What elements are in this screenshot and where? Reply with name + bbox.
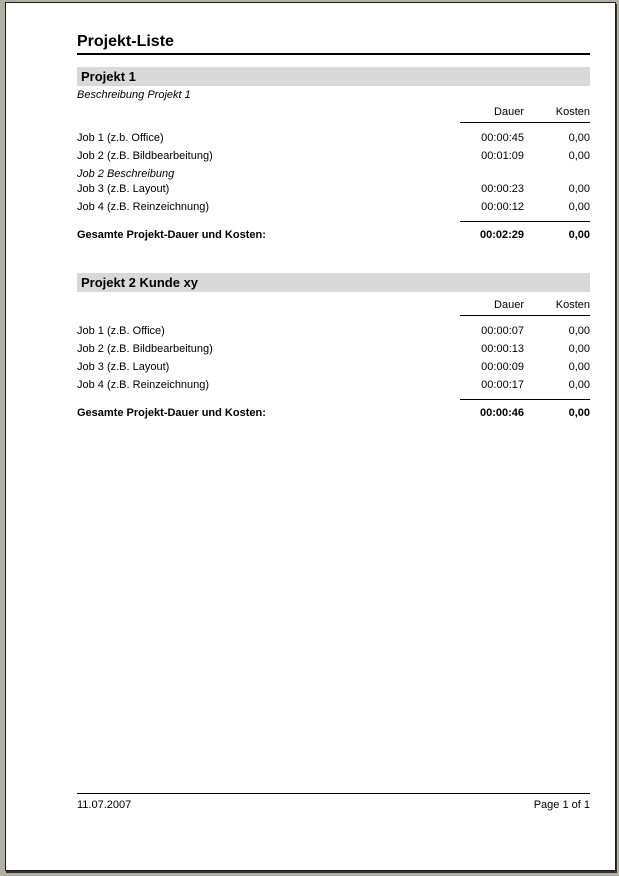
footer-date: 11.07.2007 bbox=[77, 799, 132, 811]
columns-header bbox=[77, 300, 590, 311]
job-kosten: 0,00 bbox=[568, 361, 590, 373]
report-page bbox=[5, 2, 616, 871]
job-dauer: 00:00:09 bbox=[481, 361, 524, 373]
total-rule bbox=[460, 221, 590, 222]
job-kosten: 0,00 bbox=[568, 379, 590, 391]
page-footer bbox=[77, 793, 590, 811]
project-1-header: Projekt 1 bbox=[77, 67, 590, 86]
column-dauer-label: Dauer bbox=[494, 299, 524, 311]
project-2-jobs bbox=[77, 325, 590, 397]
job-kosten: 0,00 bbox=[568, 325, 590, 337]
job-kosten: 0,00 bbox=[568, 150, 590, 162]
job-label: Job 1 (z.b. Office) bbox=[77, 132, 164, 144]
job-kosten: 0,00 bbox=[568, 343, 590, 355]
table-row bbox=[77, 343, 590, 361]
footer-row bbox=[77, 799, 590, 811]
columns-rule bbox=[460, 315, 590, 316]
table-row bbox=[77, 201, 590, 219]
job-label: Job 2 (z.B. Bildbearbeitung) bbox=[77, 150, 213, 162]
job-dauer: 00:00:23 bbox=[481, 183, 524, 195]
table-row bbox=[77, 150, 590, 168]
column-kosten-label: Kosten bbox=[555, 299, 590, 311]
job-dauer: 00:00:12 bbox=[481, 201, 524, 213]
table-row bbox=[77, 183, 590, 201]
table-row bbox=[77, 325, 590, 343]
project-2-total-row bbox=[77, 407, 590, 420]
table-row bbox=[77, 361, 590, 379]
job-label: Job 3 (z.B. Layout) bbox=[77, 361, 170, 373]
project-2-header: Projekt 2 Kunde xy bbox=[77, 273, 590, 292]
spacer bbox=[77, 107, 460, 118]
job-dauer: 00:00:07 bbox=[481, 325, 524, 337]
title-rule bbox=[77, 53, 590, 55]
total-dauer: 00:02:29 bbox=[479, 229, 524, 241]
page-title: Projekt-Liste bbox=[77, 33, 174, 50]
job-dauer: 00:00:13 bbox=[481, 343, 524, 355]
job-dauer: 00:01:09 bbox=[481, 150, 524, 162]
column-kosten-label: Kosten bbox=[555, 106, 590, 118]
spacer bbox=[77, 300, 460, 311]
footer-page-number: Page 1 of 1 bbox=[533, 799, 590, 811]
report-content bbox=[77, 3, 590, 420]
project-1-description: Beschreibung Projekt 1 bbox=[77, 89, 191, 101]
total-dauer: 00:00:46 bbox=[479, 407, 524, 419]
columns-header bbox=[77, 107, 590, 118]
job-label: Job 4 (z.B. Reinzeichnung) bbox=[77, 201, 210, 213]
job-dauer: 00:00:45 bbox=[481, 132, 524, 144]
project-1-jobs bbox=[77, 132, 590, 219]
total-rule bbox=[460, 399, 590, 400]
total-kosten: 0,00 bbox=[568, 407, 590, 419]
table-row bbox=[77, 379, 590, 397]
job-label: Job 2 (z.B. Bildbearbeitung) bbox=[77, 343, 213, 355]
job-kosten: 0,00 bbox=[568, 201, 590, 213]
job-dauer: 00:00:17 bbox=[481, 379, 524, 391]
total-label: Gesamte Projekt-Dauer und Kosten: bbox=[77, 407, 266, 419]
column-dauer-label: Dauer bbox=[494, 106, 524, 118]
job-kosten: 0,00 bbox=[568, 132, 590, 144]
job-kosten: 0,00 bbox=[568, 183, 590, 195]
job-label: Job 1 (z.B. Office) bbox=[77, 325, 165, 337]
columns-rule bbox=[460, 122, 590, 123]
job-label: Job 4 (z.B. Reinzeichnung) bbox=[77, 379, 210, 391]
job-label: Job 3 (z.B. Layout) bbox=[77, 183, 170, 195]
total-kosten: 0,00 bbox=[568, 229, 590, 241]
total-label: Gesamte Projekt-Dauer und Kosten: bbox=[77, 229, 266, 241]
table-row bbox=[77, 132, 590, 150]
project-1-total-row bbox=[77, 229, 590, 242]
job-description: Job 2 Beschreibung bbox=[77, 168, 175, 180]
